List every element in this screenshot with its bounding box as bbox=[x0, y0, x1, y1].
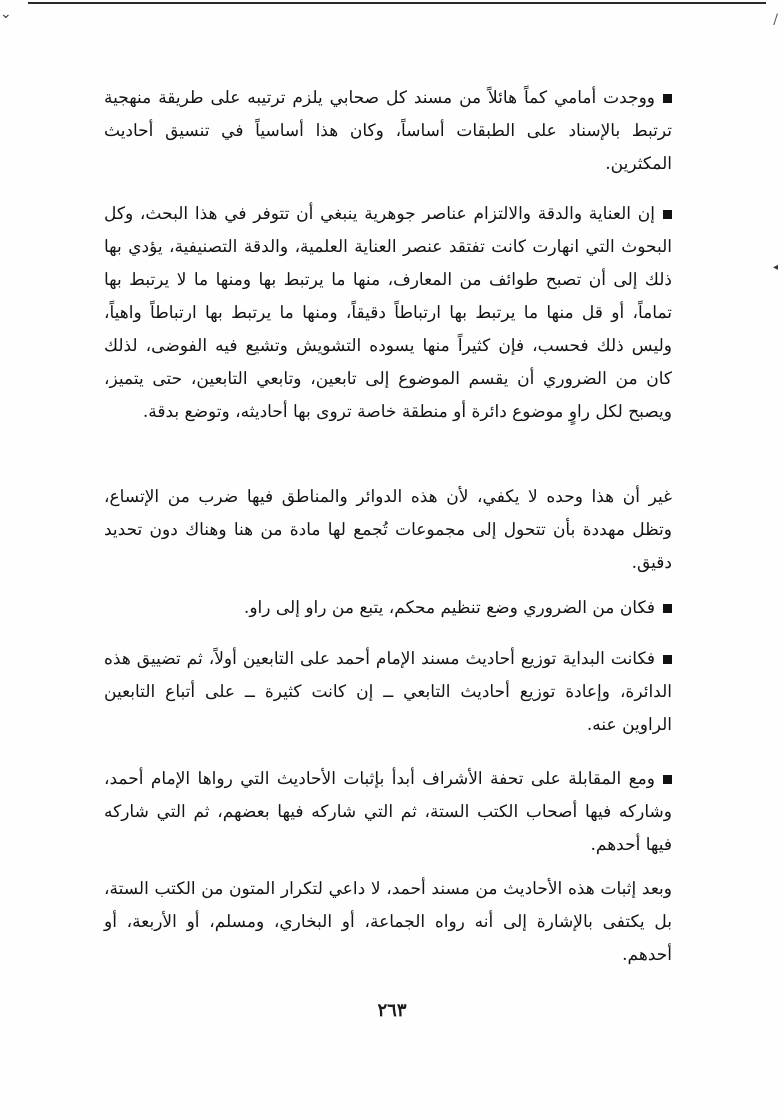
paragraph-text: فكانت البداية توزيع أحاديث مسند الإمام أحمد على التابعين أولاً، ثم تضييق هذه الدائرة، وإعادة توزيع أحاديث التابعي ــ إن كانت كثيرة ــ على أتباع التابعين الراوين عنه. bbox=[104, 649, 672, 735]
paragraph-3 bbox=[104, 481, 672, 580]
paragraph-text: غير أن هذا وحده لا يكفي، لأن هذه الدوائر والمناطق فيها ضرب من الإتساع، وتظل مهددة بأن تتحول إلى مجموعات تُجمع لها مادة من هنا وهناك دون تحديد دقيق. bbox=[104, 487, 672, 573]
paragraph-1 bbox=[104, 82, 672, 181]
paragraph-2 bbox=[104, 198, 672, 429]
paragraph-text: ووجدت أمامي كماً هائلاً من مسند كل صحابي يلزم ترتيبه على طريقة منهجية ترتبط بالإسناد على الطبقات أساساً، وكان هذا أساسياً في تنسيق أحاديث المكثرين. bbox=[104, 88, 672, 174]
bullet-icon bbox=[663, 210, 672, 219]
corner-mark-icon: ⌄ bbox=[0, 6, 12, 22]
bullet-icon bbox=[663, 775, 672, 784]
paragraph-text: فكان من الضروري وضع تنظيم محكم، يتبع من راو إلى راو. bbox=[243, 598, 655, 618]
paragraph-text: وبعد إثبات هذه الأحاديث من مسند أحمد، لا داعي لتكرار المتون من الكتب الستة، بل يكتفى بالإشارة إلى أنه رواه الجماعة، أو البخاري، ومسلم، أو الأربعة، أو أحدهم. bbox=[104, 879, 672, 965]
margin-arrow-icon: ◂ bbox=[772, 262, 778, 273]
page-number: ٢٦٣ bbox=[377, 1000, 407, 1021]
top-border-rule bbox=[28, 2, 766, 7]
bullet-icon bbox=[663, 604, 672, 613]
paragraph-7 bbox=[104, 873, 672, 972]
bullet-icon bbox=[663, 94, 672, 103]
paragraph-5 bbox=[104, 643, 672, 742]
paragraph-4 bbox=[104, 592, 672, 625]
bullet-icon bbox=[663, 655, 672, 664]
paragraph-text: إن العناية والدقة والالتزام عناصر جوهرية ينبغي أن تتوفر في هذا البحث، وكل البحوث التي انهارت كانت تفتقد عنصر العناية العلمية، والدقة التصنيفية، يؤدي بها ذلك إلى أن تصبح طوائف من المعارف، منها ما يرتبط بها ومنها ما لا يرتبط بها تماماً، أو قل منها ما يرتبط بها ارتباطاً دقيقاً، ومنها ما يرتبط بها ارتباطاً واهياً، وليس ذلك فحسب، فإن كثيراً منها يسوده التشويش وتشيع فيه الفوضى، لذلك كان من الضروري أن يقسم الموضوع إلى تابعين، وتابعي التابعين، حتى يتميز، ويصبح لكل راوٍ موضوع دائرة أو منطقة خاصة تروى بها أحاديثه، وتوضع بدقة. bbox=[104, 204, 672, 422]
margin-tick-icon: / bbox=[773, 12, 778, 28]
paragraph-6 bbox=[104, 763, 672, 862]
paragraph-text: ومع المقابلة على تحفة الأشراف أبدأ بإثبات الأحاديث التي رواها الإمام أحمد، وشاركه فيها أصحاب الكتب الستة، ثم التي شاركه فيها بعضهم، ثم التي شاركه فيها أحدهم. bbox=[104, 769, 672, 855]
